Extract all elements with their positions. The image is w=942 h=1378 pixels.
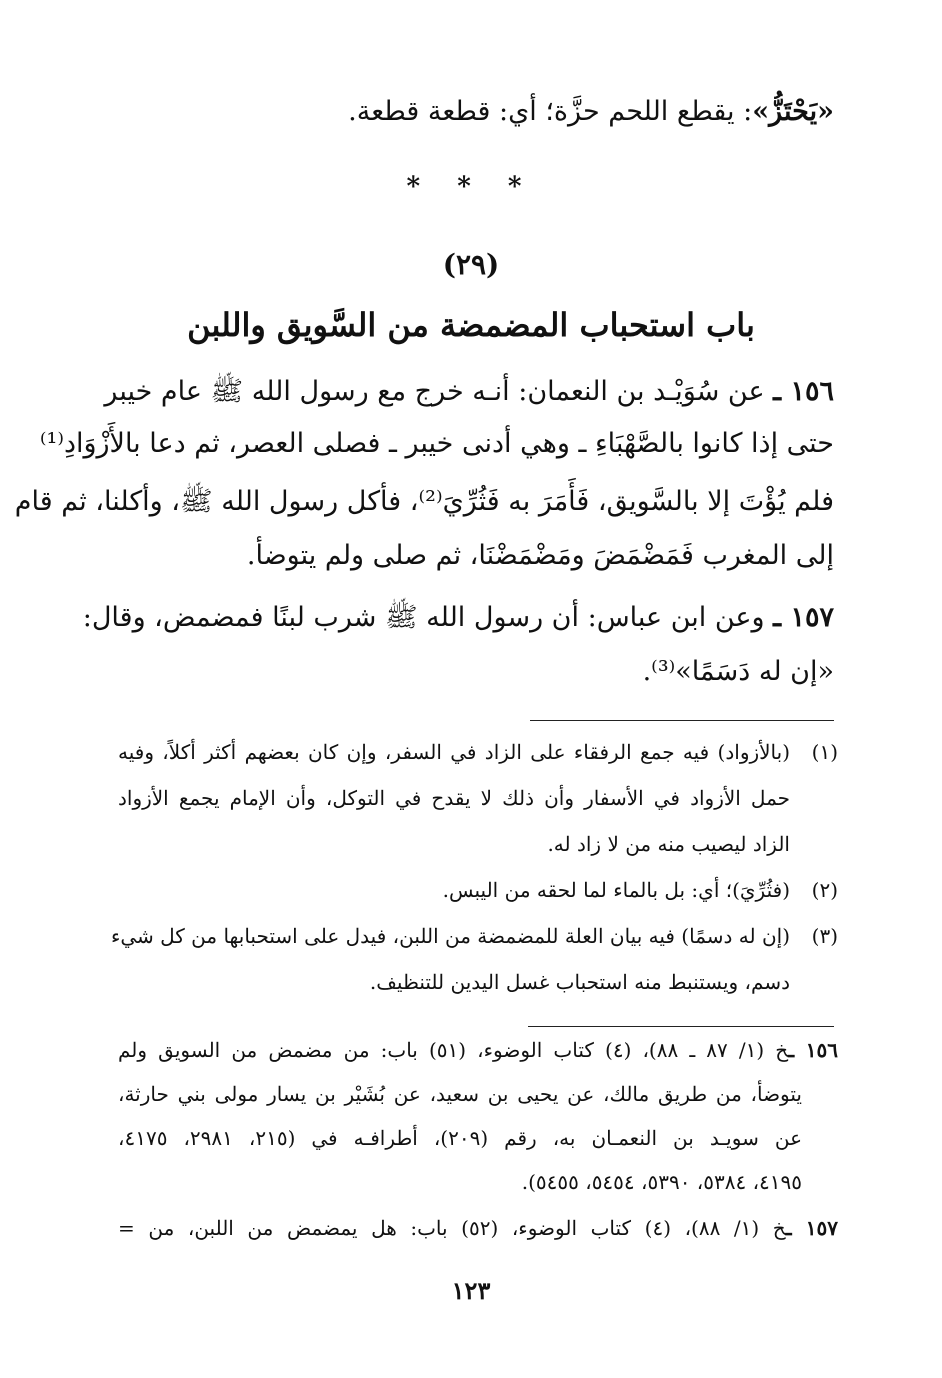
footnote-1-line-1 <box>118 740 838 764</box>
takhrij-156-line-2: يتوضأ، من طريق مالك، عن يحيى بن سعيد، عن بُشَيْر بن يسار مولى بني حارثة، <box>118 1082 802 1106</box>
glossary-term: «يَحْتَزُّ» <box>752 96 834 127</box>
footnote-2-mark: (٢) <box>811 878 838 902</box>
section-separator: * * * <box>406 172 536 202</box>
hadith-156-number: ١٥٦ ـ <box>773 376 834 407</box>
footnote-2-line-1 <box>118 878 838 902</box>
hadith-157-line-1 <box>82 600 834 640</box>
hadith-156-line-4: إلى المغرب فَمَضْمَضَ ومَضْمَضْنَا، ثم صلى ولم يتوضأ. <box>246 540 834 571</box>
glossary-line <box>118 96 834 127</box>
footnote-3-line-1 <box>110 924 838 948</box>
footnote-3-text-1: (إن له دسمًا) فيه بيان العلة للمضمضة من اللبن، فيدل على استحبابها من كل شيء <box>110 924 790 948</box>
footnote-1-line-3: الزاد ليصيب منه من لا زاد له. <box>547 832 790 856</box>
page-number: ١٢٣ <box>451 1276 491 1305</box>
takhrij-156-line-4: ٤١٩٥، ٥٣٨٤، ٥٣٩٠، ٥٤٥٤، ٥٤٥٥). <box>521 1170 802 1194</box>
footnote-3-mark: (٣) <box>811 924 838 948</box>
hadith-156-text-1: عن سُوَيْـد بن النعمان: أنـه خرج مع رسول الله ﷺ عام خيبر <box>104 376 765 407</box>
footnote-1-text-1: (بالأزواد) فيه جمع الرفقاء على الزاد في السفر، وإن كان بعضهم أكثر أكلاً، وفيه <box>118 740 790 764</box>
takhrij-156-text-1: خ (١/ ٨٧ ـ ٨٨)، (٤) كتاب الوضوء، (٥١) باب: من مضمض من السويق ولم <box>118 1038 789 1062</box>
hadith-157-number: ١٥٧ ـ <box>773 602 834 633</box>
takhrij-157-number: ١٥٧ ـ <box>785 1216 839 1240</box>
footnote-1-line-2: حمل الأزواد في الأسفار وأن ذلك لا يقدح في التوكل، وأن الإمام يجمع الأزواد <box>118 786 790 810</box>
hadith-156-line-2: حتى إذا كانوا بالصَّهْبَاءِ ـ وهي أدنى خيبر ـ فصلى العصر، ثم دعا بالأَزْوَادِ⁽¹⁾ <box>39 428 834 459</box>
chapter-number: (٢٩) <box>442 248 500 281</box>
hadith-157-text-1: وعن ابن عباس: أن رسول الله ﷺ شرب لبنًا فمضمض، وقال: <box>82 602 765 633</box>
footnote-2-text-1: (فثُرِّيَ)؛ أي: بل بالماء لما لحقه من اليبس. <box>442 878 790 902</box>
takhrij-157-text-1: خ (١/ ٨٨)، (٤) كتاب الوضوء، (٥٢) باب: هل يمضمض من اللبن، من = <box>118 1216 786 1240</box>
glossary-definition: : يقطع اللحم حزَّة؛ أي: قطعة قطعة. <box>348 96 753 127</box>
footnote-1-mark: (١) <box>811 740 838 764</box>
footnote-3-line-2: دسم، ويستنبط منه استحباب غسل اليدين للتنظيف. <box>369 970 790 994</box>
hadith-157-line-2: «إن له دَسَمًا»⁽³⁾. <box>642 656 834 687</box>
takhrij-157-line-1 <box>118 1216 838 1240</box>
hadith-156-line-3: فلم يُؤْتَ إلا بالسَّويق، فَأَمَرَ به فَثُرِّيَ⁽²⁾، فأكل رسول الله ﷺ، وأكلنا، ثم قام <box>14 486 834 517</box>
takhrij-156-line-1 <box>118 1038 838 1062</box>
takhrij-156-number: ١٥٦ ـ <box>788 1038 839 1062</box>
takhrij-156-line-3: عن سويـد بن النعمـان به، رقم (٢٠٩)، أطرافـه في (٢١٥، ٢٩٨١، ٤١٧٥، <box>118 1126 803 1150</box>
hadith-156-line-1 <box>104 374 834 414</box>
footnote-divider <box>530 720 834 721</box>
chapter-title: باب استحباب المضمضة من السَّويق واللبن <box>187 306 755 344</box>
takhrij-divider <box>528 1026 834 1027</box>
